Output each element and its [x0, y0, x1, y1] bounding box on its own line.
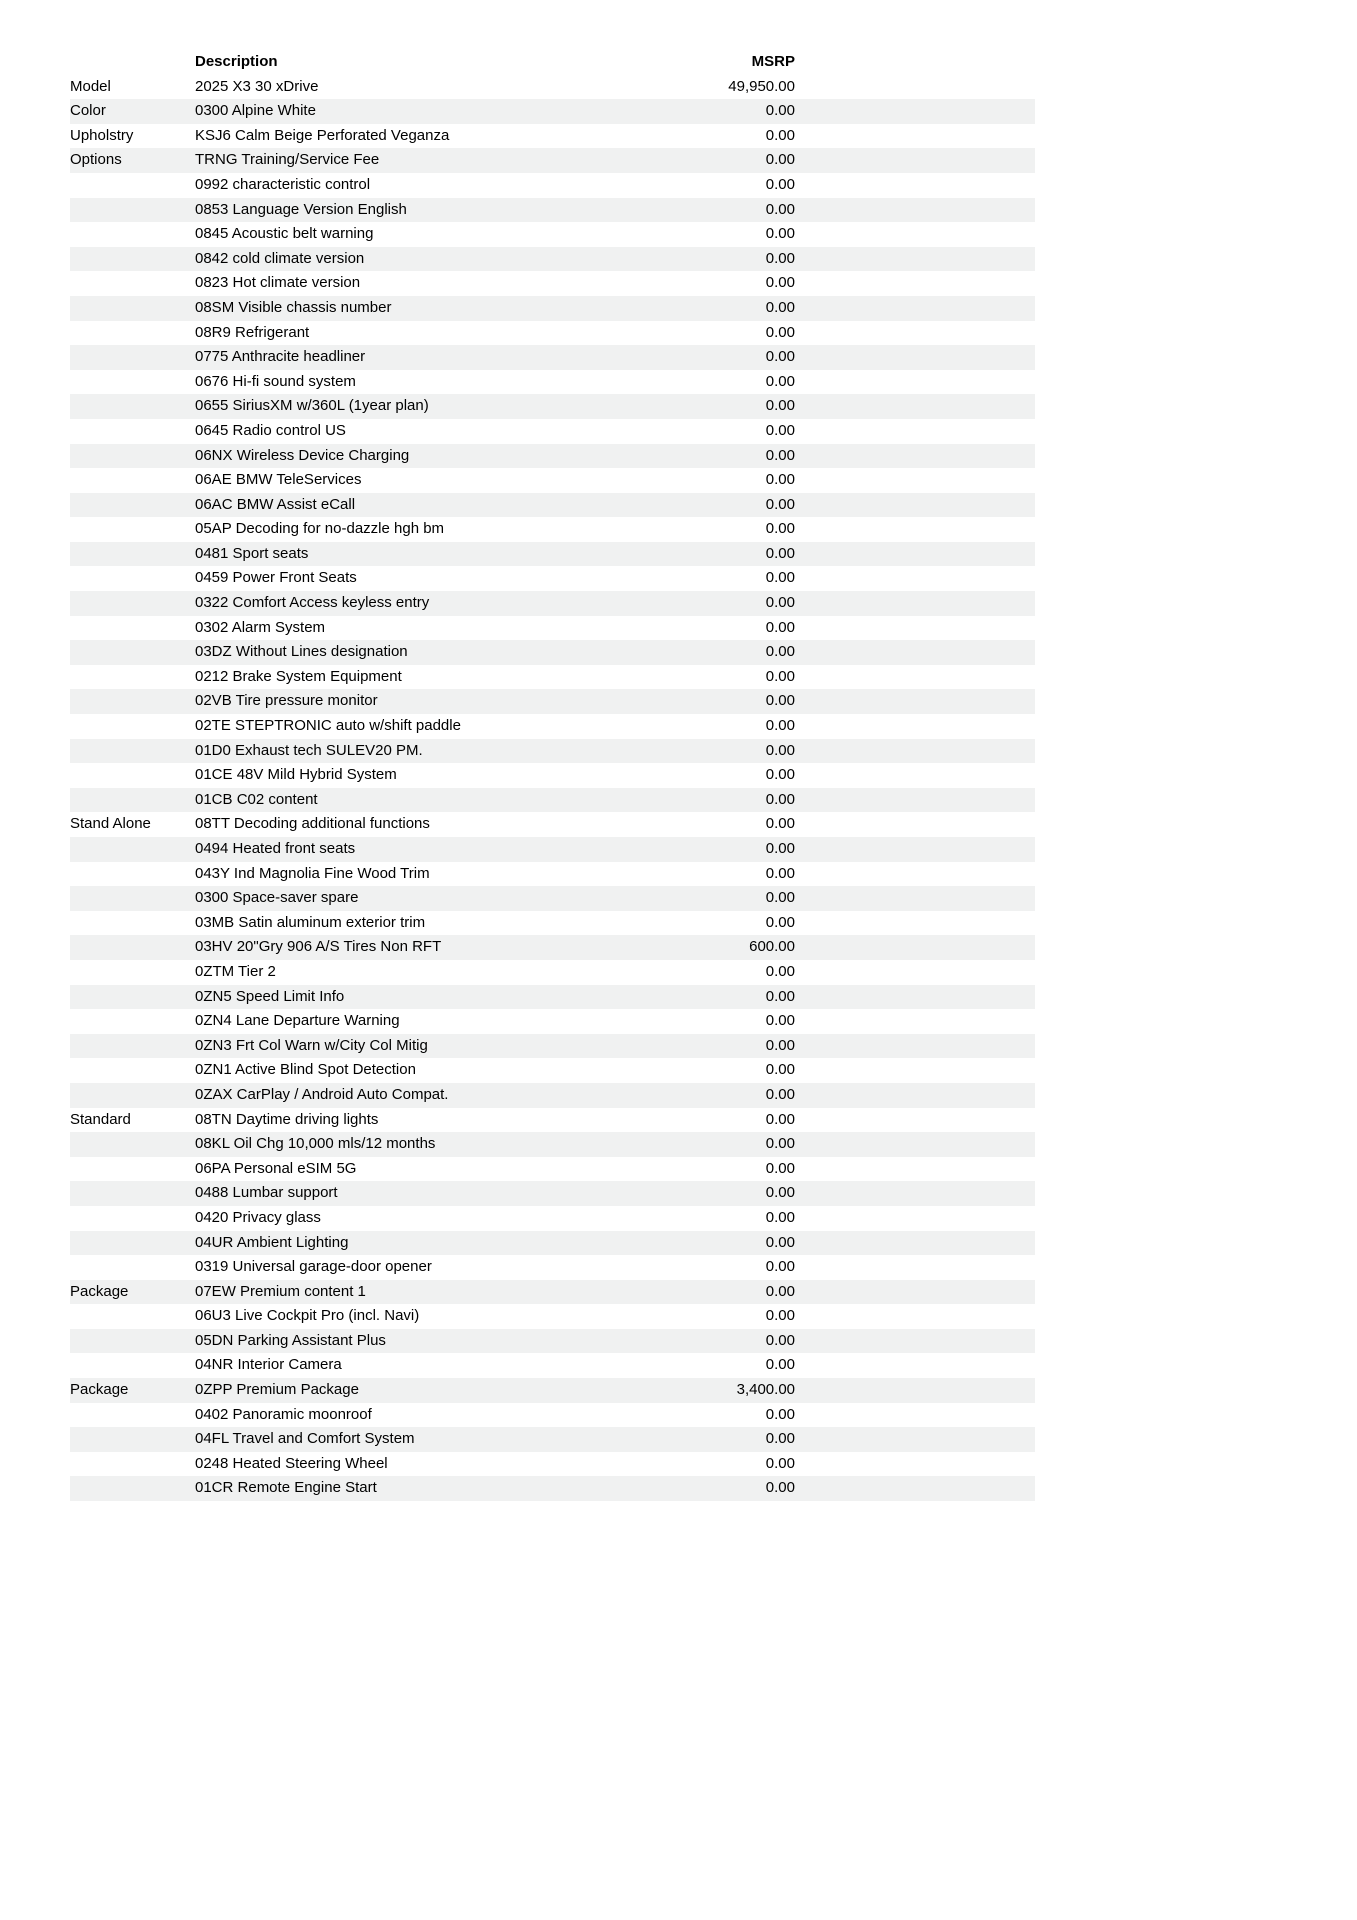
category-cell: [70, 345, 195, 370]
filler-cell: [795, 1452, 1035, 1477]
msrp-cell: 0.00: [765, 1085, 795, 1103]
table-row: [70, 616, 1035, 641]
table-row: [70, 763, 1035, 788]
filler-cell: [795, 271, 1035, 296]
msrp-cell: 600.00: [749, 938, 795, 956]
filler-cell: [795, 1034, 1035, 1059]
description-cell: 0676 Hi-fi sound system: [195, 372, 356, 390]
category-cell: [70, 1058, 195, 1083]
filler-cell: [795, 837, 1035, 862]
category-cell: [70, 640, 195, 665]
header-description-cell: Description: [195, 50, 655, 75]
table-row: [70, 99, 1035, 124]
description-cell: 05AP Decoding for no-dazzle hgh bm: [195, 520, 445, 538]
filler-cell: [795, 739, 1035, 764]
category-cell: [70, 935, 195, 960]
category-cell: [70, 1304, 195, 1329]
filler-cell: [795, 345, 1035, 370]
filler-cell: [795, 1304, 1035, 1329]
category-cell: [70, 566, 195, 591]
filler-cell: [795, 468, 1035, 493]
msrp-cell: 0.00: [765, 962, 795, 980]
table-row: [70, 886, 1035, 911]
description-cell: KSJ6 Calm Beige Perforated Veganza: [195, 126, 450, 144]
msrp-cell: 0.00: [765, 372, 795, 390]
table-row: [70, 591, 1035, 616]
category-cell: [70, 591, 195, 616]
filler-cell: [795, 985, 1035, 1010]
category-cell: [70, 542, 195, 567]
table-row: [70, 394, 1035, 419]
msrp-cell: 0.00: [765, 348, 795, 366]
filler-cell: [795, 1329, 1035, 1354]
description-cell: 08TT Decoding additional functions: [195, 815, 430, 833]
category-cell: [70, 665, 195, 690]
description-cell: 0ZTM Tier 2: [195, 962, 276, 980]
category-cell: [70, 689, 195, 714]
category-cell: [70, 1157, 195, 1182]
filler-cell: [795, 75, 1035, 100]
msrp-cell: 0.00: [765, 249, 795, 267]
category-cell: [70, 394, 195, 419]
category-cell: [70, 444, 195, 469]
msrp-cell: 0.00: [765, 1282, 795, 1300]
description-cell: 043Y Ind Magnolia Fine Wood Trim: [195, 864, 430, 882]
category-cell: Stand Alone: [70, 815, 151, 833]
msrp-cell: 0.00: [765, 569, 795, 587]
table-row: [70, 1206, 1035, 1231]
table-row: [70, 566, 1035, 591]
filler-cell: [795, 689, 1035, 714]
category-cell: [70, 370, 195, 395]
msrp-cell: 0.00: [765, 1135, 795, 1153]
description-cell: 0481 Sport seats: [195, 544, 309, 562]
msrp-cell: 0.00: [765, 274, 795, 292]
table-row: [70, 1009, 1035, 1034]
description-cell: 0248 Heated Steering Wheel: [195, 1454, 388, 1472]
category-cell: [70, 1231, 195, 1256]
table-row: [70, 75, 1035, 100]
table-body: [70, 75, 1035, 1501]
filler-cell: [795, 763, 1035, 788]
msrp-cell: 0.00: [765, 446, 795, 464]
category-cell: Upholstry: [70, 126, 134, 144]
msrp-cell: 0.00: [765, 618, 795, 636]
category-cell: [70, 862, 195, 887]
description-cell: 0992 characteristic control: [195, 175, 371, 193]
filler-cell: [795, 517, 1035, 542]
table-row: [70, 788, 1035, 813]
table-row: [70, 1353, 1035, 1378]
category-cell: [70, 739, 195, 764]
msrp-cell: 0.00: [765, 298, 795, 316]
table-row: [70, 493, 1035, 518]
filler-cell: [795, 1058, 1035, 1083]
table-header: [70, 50, 1035, 75]
msrp-cell: 0.00: [765, 594, 795, 612]
category-cell: [70, 1427, 195, 1452]
filler-cell: [795, 493, 1035, 518]
description-cell: 0459 Power Front Seats: [195, 569, 357, 587]
filler-cell: [795, 1476, 1035, 1501]
category-cell: [70, 1009, 195, 1034]
msrp-cell: 0.00: [765, 495, 795, 513]
msrp-cell: 0.00: [765, 913, 795, 931]
category-cell: [70, 1403, 195, 1428]
description-cell: 0842 cold climate version: [195, 249, 365, 267]
description-cell: 01CE 48V Mild Hybrid System: [195, 766, 397, 784]
filler-cell: [795, 1378, 1035, 1403]
table-row: [70, 689, 1035, 714]
table-row: [70, 321, 1035, 346]
description-cell: 04FL Travel and Comfort System: [195, 1430, 415, 1448]
category-cell: [70, 1132, 195, 1157]
table-row: [70, 960, 1035, 985]
table-row: [70, 812, 1035, 837]
table-row: [70, 419, 1035, 444]
category-cell: Package: [70, 1282, 129, 1300]
category-cell: [70, 1083, 195, 1108]
msrp-cell: 0.00: [765, 175, 795, 193]
msrp-cell: 0.00: [765, 987, 795, 1005]
table-row: [70, 517, 1035, 542]
filler-cell: [795, 321, 1035, 346]
filler-cell: [795, 886, 1035, 911]
description-cell: 0494 Heated front seats: [195, 840, 356, 857]
category-cell: [70, 763, 195, 788]
table-row: [70, 1476, 1035, 1501]
msrp-cell: 0.00: [765, 1331, 795, 1349]
category-cell: Standard: [70, 1110, 131, 1128]
category-cell: Color: [70, 102, 106, 120]
category-cell: [70, 198, 195, 223]
msrp-cell: 0.00: [765, 889, 795, 907]
filler-cell: [795, 148, 1035, 173]
description-cell: 01CB C02 content: [195, 790, 318, 808]
category-cell: [70, 1353, 195, 1378]
msrp-cell: 0.00: [765, 126, 795, 144]
description-cell: 0319 Universal garage-door opener: [195, 1258, 432, 1276]
msrp-cell: 0.00: [765, 471, 795, 489]
category-cell: Package: [70, 1381, 129, 1399]
description-cell: 01CR Remote Engine Start: [195, 1479, 377, 1497]
category-cell: [70, 271, 195, 296]
filler-cell: [795, 1132, 1035, 1157]
category-cell: [70, 985, 195, 1010]
table-row: [70, 198, 1035, 223]
header-filler-cell: [795, 50, 1035, 75]
category-cell: [70, 296, 195, 321]
msrp-cell: 0.00: [765, 741, 795, 759]
description-cell: 03MB Satin aluminum exterior trim: [195, 913, 426, 931]
filler-cell: [795, 370, 1035, 395]
category-cell: [70, 222, 195, 247]
filler-cell: [795, 173, 1035, 198]
msrp-cell: 0.00: [765, 151, 795, 169]
table-row: [70, 1083, 1035, 1108]
table-row: [70, 370, 1035, 395]
table-row: [70, 665, 1035, 690]
description-cell: 0ZN5 Speed Limit Info: [195, 987, 345, 1005]
table-row: [70, 935, 1035, 960]
description-cell: 04NR Interior Camera: [195, 1356, 342, 1374]
description-cell: 0775 Anthracite headliner: [195, 348, 366, 366]
description-cell: 0302 Alarm System: [195, 618, 326, 636]
category-cell: [70, 1476, 195, 1501]
description-cell: 0300 Alpine White: [195, 102, 316, 120]
msrp-cell: 0.00: [765, 864, 795, 882]
filler-cell: [795, 99, 1035, 124]
filler-cell: [795, 566, 1035, 591]
description-cell: 0212 Brake System Equipment: [195, 667, 402, 685]
description-cell: 08KL Oil Chg 10,000 mls/12 months: [195, 1135, 436, 1153]
msrp-cell: 0.00: [765, 1036, 795, 1054]
description-cell: 05DN Parking Assistant Plus: [195, 1331, 386, 1349]
category-cell: Model: [70, 77, 111, 95]
header-category-cell: [70, 50, 195, 75]
table-row: [70, 1329, 1035, 1354]
msrp-cell: 0.00: [765, 1258, 795, 1276]
filler-cell: [795, 616, 1035, 641]
msrp-cell: 0.00: [765, 1307, 795, 1325]
filler-cell: [795, 812, 1035, 837]
filler-cell: [795, 862, 1035, 887]
category-cell: Options: [70, 151, 122, 169]
filler-cell: [795, 1157, 1035, 1182]
category-cell: [70, 1034, 195, 1059]
description-cell: 03DZ Without Lines designation: [195, 643, 408, 661]
msrp-cell: 0.00: [765, 790, 795, 808]
msrp-cell: 0.00: [765, 520, 795, 538]
category-cell: [70, 1181, 195, 1206]
table-row: [70, 911, 1035, 936]
category-cell: [70, 788, 195, 813]
category-cell: [70, 714, 195, 739]
table-row: [70, 271, 1035, 296]
msrp-cell: 0.00: [765, 667, 795, 685]
filler-cell: [795, 591, 1035, 616]
description-cell: 0ZAX CarPlay / Android Auto Compat.: [195, 1085, 449, 1103]
description-cell: 02VB Tire pressure monitor: [195, 692, 378, 710]
table-row: [70, 345, 1035, 370]
category-cell: [70, 1329, 195, 1354]
filler-cell: [795, 1427, 1035, 1452]
filler-cell: [795, 124, 1035, 149]
msrp-cell: 0.00: [765, 1061, 795, 1079]
table-row: [70, 542, 1035, 567]
msrp-cell: 0.00: [765, 1184, 795, 1202]
table-row: [70, 739, 1035, 764]
filler-cell: [795, 1255, 1035, 1280]
description-cell: 08TN Daytime driving lights: [195, 1110, 379, 1128]
filler-cell: [795, 542, 1035, 567]
table-row: [70, 1403, 1035, 1428]
header-row: [70, 50, 1035, 75]
table-row: [70, 1034, 1035, 1059]
description-cell: 0645 Radio control US: [195, 421, 346, 439]
description-cell: 03HV 20"Gry 906 A/S Tires Non RFT: [195, 938, 442, 956]
description-cell: 0402 Panoramic moonroof: [195, 1405, 372, 1423]
category-cell: [70, 173, 195, 198]
msrp-cell: 0.00: [765, 1405, 795, 1423]
msrp-cell: 0.00: [765, 1110, 795, 1128]
description-cell: 0ZN1 Active Blind Spot Detection: [195, 1061, 416, 1079]
description-cell: 04UR Ambient Lighting: [195, 1233, 349, 1251]
category-cell: [70, 493, 195, 518]
description-cell: 02TE STEPTRONIC auto w/shift paddle: [195, 717, 461, 735]
msrp-cell: 0.00: [765, 815, 795, 833]
filler-cell: [795, 247, 1035, 272]
filler-cell: [795, 1181, 1035, 1206]
category-cell: [70, 419, 195, 444]
table-row: [70, 714, 1035, 739]
table-row: [70, 1058, 1035, 1083]
filler-cell: [795, 665, 1035, 690]
msrp-cell: 0.00: [765, 717, 795, 735]
filler-cell: [795, 1009, 1035, 1034]
table-row: [70, 1132, 1035, 1157]
filler-cell: [795, 935, 1035, 960]
table-row: [70, 862, 1035, 887]
description-cell: 06U3 Live Cockpit Pro (incl. Navi): [195, 1307, 420, 1325]
msrp-cell: 0.00: [765, 1356, 795, 1374]
description-cell: 0823 Hot climate version: [195, 274, 361, 292]
filler-cell: [795, 296, 1035, 321]
msrp-cell: 0.00: [765, 200, 795, 218]
table-row: [70, 468, 1035, 493]
msrp-cell: 0.00: [765, 1430, 795, 1448]
msrp-cell: 3,400.00: [736, 1381, 795, 1399]
table-row: [70, 1108, 1035, 1133]
description-cell: 0655 SiriusXM w/360L (1year plan): [195, 397, 429, 415]
msrp-cell: 0.00: [765, 102, 795, 120]
category-cell: [70, 616, 195, 641]
category-cell: [70, 321, 195, 346]
table-row: [70, 1181, 1035, 1206]
table-row: [70, 985, 1035, 1010]
category-cell: [70, 837, 195, 862]
msrp-cell: 0.00: [765, 692, 795, 710]
header-msrp-cell: MSRP: [655, 50, 795, 75]
filler-cell: [795, 394, 1035, 419]
description-cell: 0322 Comfort Access keyless entry: [195, 594, 430, 612]
filler-cell: [795, 1403, 1035, 1428]
msrp-cell: 0.00: [765, 544, 795, 562]
table-row: [70, 124, 1035, 149]
filler-cell: [795, 960, 1035, 985]
description-cell: 06AE BMW TeleServices: [195, 471, 362, 489]
table-row: [70, 1157, 1035, 1182]
filler-cell: [795, 1280, 1035, 1305]
msrp-cell: 0.00: [765, 1159, 795, 1177]
description-cell: 08SM Visible chassis number: [195, 298, 392, 316]
description-cell: 0ZN4 Lane Departure Warning: [195, 1012, 400, 1030]
msrp-cell: 0.00: [765, 421, 795, 439]
table-row: [70, 247, 1035, 272]
table-row: [70, 1427, 1035, 1452]
msrp-cell: 0.00: [765, 225, 795, 243]
table-row: [70, 296, 1035, 321]
category-cell: [70, 517, 195, 542]
description-cell: 01D0 Exhaust tech SULEV20 PM.: [195, 741, 423, 759]
table-row: [70, 1255, 1035, 1280]
category-cell: [70, 960, 195, 985]
table-row: [70, 837, 1035, 862]
description-cell: 06NX Wireless Device Charging: [195, 446, 410, 464]
filler-cell: [795, 640, 1035, 665]
category-cell: [70, 886, 195, 911]
description-cell: 2025 X3 30 xDrive: [195, 77, 319, 95]
msrp-cell: 0.00: [765, 1208, 795, 1226]
filler-cell: [795, 444, 1035, 469]
filler-cell: [795, 1231, 1035, 1256]
filler-cell: [795, 911, 1035, 936]
table-row: [70, 173, 1035, 198]
description-cell: TRNG Training/Service Fee: [195, 151, 380, 169]
filler-cell: [795, 714, 1035, 739]
msrp-cell: 0.00: [765, 840, 795, 857]
table-row: [70, 640, 1035, 665]
description-cell: 06PA Personal eSIM 5G: [195, 1159, 357, 1177]
msrp-cell: 0.00: [765, 766, 795, 784]
filler-cell: [795, 419, 1035, 444]
filler-cell: [795, 198, 1035, 223]
category-cell: [70, 247, 195, 272]
category-cell: [70, 1255, 195, 1280]
description-cell: 06AC BMW Assist eCall: [195, 495, 356, 513]
msrp-cell: 0.00: [765, 1012, 795, 1030]
filler-cell: [795, 1206, 1035, 1231]
description-cell: 0ZPP Premium Package: [195, 1381, 359, 1399]
table-row: [70, 1280, 1035, 1305]
msrp-cell: 0.00: [765, 1233, 795, 1251]
table-row: [70, 148, 1035, 173]
description-cell: 0488 Lumbar support: [195, 1184, 338, 1202]
table-row: [70, 222, 1035, 247]
description-cell: 0ZN3 Frt Col Warn w/City Col Mitig: [195, 1036, 428, 1054]
description-cell: 0420 Privacy glass: [195, 1208, 321, 1226]
msrp-cell: 0.00: [765, 1479, 795, 1497]
category-cell: [70, 1452, 195, 1477]
description-cell: 07EW Premium content 1: [195, 1282, 366, 1300]
filler-cell: [795, 1108, 1035, 1133]
vehicle-options-table: [70, 50, 1035, 1501]
description-cell: 08R9 Refrigerant: [195, 323, 310, 341]
filler-cell: [795, 788, 1035, 813]
category-cell: [70, 911, 195, 936]
msrp-cell: 0.00: [765, 1454, 795, 1472]
table-row: [70, 1378, 1035, 1403]
msrp-cell: 49,950.00: [728, 77, 795, 95]
description-cell: 0845 Acoustic belt warning: [195, 225, 374, 243]
filler-cell: [795, 1353, 1035, 1378]
description-cell: 0853 Language Version English: [195, 200, 407, 218]
category-cell: [70, 1206, 195, 1231]
msrp-cell: 0.00: [765, 323, 795, 341]
filler-cell: [795, 222, 1035, 247]
msrp-cell: 0.00: [765, 643, 795, 661]
filler-cell: [795, 1083, 1035, 1108]
table-row: [70, 444, 1035, 469]
table-row: [70, 1452, 1035, 1477]
description-cell: 0300 Space-saver spare: [195, 889, 359, 907]
msrp-cell: 0.00: [765, 397, 795, 415]
category-cell: [70, 468, 195, 493]
table-row: [70, 1231, 1035, 1256]
table-row: [70, 1304, 1035, 1329]
